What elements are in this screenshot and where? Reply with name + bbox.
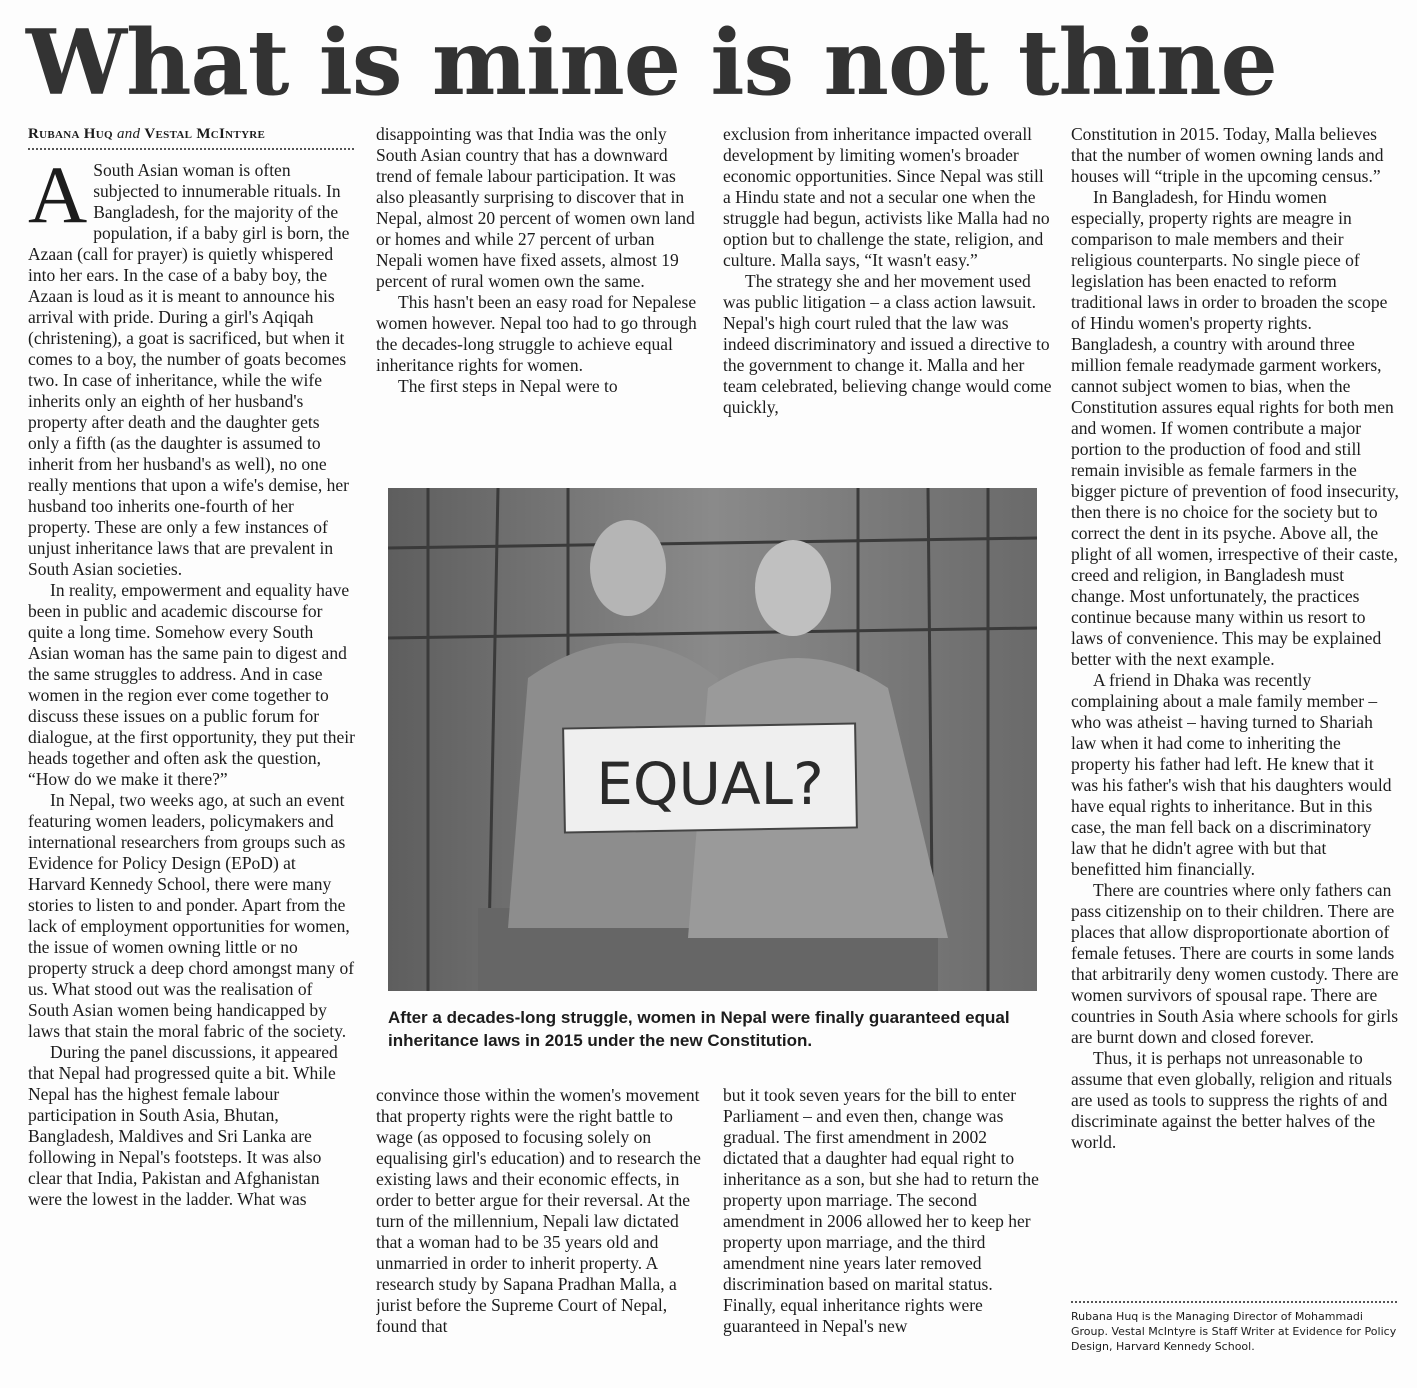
article-column-3-top — [723, 124, 1053, 464]
article-photo — [388, 488, 1037, 991]
paragraph: Constitution in 2015. Today, Malla believes that the number of women owning lands and houses will “triple in the upcoming census.” — [1071, 124, 1384, 186]
paragraph: but it took seven years for the bill to enter Parliament – and even then, change was gradual. The first amendment in 2002 dictated that a daughter had equal right to inheritance as a son, but she had to return the property upon marriage. The second amendment in 2006 allowed her to keep her property upon marriage, and the third amendment nine years later removed discrimination based on marital status. Finally, equal inheritance rights were guaranteed in Nepal's new — [723, 1085, 1039, 1336]
photo-illustration — [388, 488, 1037, 991]
paragraph: The first steps in Nepal were to — [398, 376, 618, 396]
paragraph: A friend in Dhaka was recently complaining about a male family member – who was atheist – having turned to Shariah law when it had come to inheriting the property his father had left. He knew that it was his father's wish that his daughters would have equal rights to inheritance. But in this case, the man fell back on a discriminatory law that he didn't agree with but that benefitted him financially. — [1071, 670, 1392, 879]
paragraph: In reality, empowerment and equality have been in public and academic discourse for quite a long time. Somehow every South Asian woman has the same pain to digest and the same struggles to address. And in case women in the region ever come together to discuss these issues on a public forum for dialogue, at the first opportunity, they put their heads together and often ask the question, “How do we make it there?” — [28, 580, 355, 789]
woman-right-face — [755, 540, 831, 636]
headline: What is mine is not thine — [26, 10, 1277, 116]
paragraph: disappointing was that India was the only South Asian country that has a downward trend of female labour participation. It was also pleasantly surprising to discover that in Nepal, almost 20 percent of women own land or homes and while 27 percent of urban Nepali women have fixed assets, almost 19 percent of rural women own the same. — [376, 124, 695, 291]
article-column-1 — [28, 160, 355, 1360]
article-column-4 — [1071, 124, 1399, 1292]
article-column-2-top — [376, 124, 701, 464]
paragraph: The strategy she and her movement used was public litigation – a class action lawsuit. Nepal's high court ruled that the law was indeed discriminatory and issued a directive to the government to change it. Malla and her team celebrated, believing change would come quickly, — [723, 271, 1052, 417]
author-2: Vestal McIntyre — [144, 126, 266, 142]
drop-cap: A — [28, 160, 88, 240]
paragraph-text: South Asian woman is often subjected to innumerable rituals. In Bangladesh, for the majority of the population, if a baby girl is born, the Azaan (call for prayer) is quietly whispered into her ears. In the case of a baby boy, the Azaan is loud as it is meant to announce his arrival with pride. During a girl's Aqiqah (christening), a goat is sacrificed, but when it comes to a boy, the number of goats becomes two. In case of inheritance, while the wife inherits only an eighth of her husband's property after death and the daughter gets only a fifth (as the daughter is assumed to inherit from her husband's as well), no one really mentions that upon a wife's demise, her husband too inherits one-fourth of her property. These are only a few instances of unjust inheritance laws that are prevalent in South Asian societies. — [28, 160, 350, 579]
paragraph: There are countries where only fathers can pass citizenship on to their children. There are places that allow disproportionate abortion of female fetuses. There are courts in some lands that arbitrarily deny women custody. There are women survivors of spousal rape. There are countries in South Asia where schools for girls are burnt down and closed forever. — [1071, 880, 1399, 1047]
photo-caption: After a decades-long struggle, women in Nepal were finally guaranteed equal inheritance laws in 2015 under the new Constitution. — [388, 1008, 1010, 1050]
paragraph: Thus, it is perhaps not unreasonable to assume that even globally, religion and rituals are used as tools to suppress the rights of and discriminate against the better halves of the world. — [1071, 1048, 1393, 1152]
byline — [28, 126, 354, 150]
article-column-2-bottom — [376, 1085, 703, 1365]
paragraph: This hasn't been an easy road for Nepalese women however. Nepal too had to go through the decades-long struggle to achieve equal inheritance rights for women. — [376, 292, 697, 375]
paragraph: In Nepal, two weeks ago, at such an event featuring women leaders, policymakers and international researchers from groups such as Evidence for Policy Design (EPoD) at Harvard Kennedy School, there were many stories to listen to and ponder. Apart from the lack of employment opportunities for women, the issue of women owning little or no property struck a deep chord amongst many of us. What stood out was the realisation of South Asian women being handicapped by laws that stain the moral fabric of the society. — [28, 790, 355, 1041]
article-column-3-bottom — [723, 1085, 1041, 1365]
paragraph — [28, 160, 355, 580]
sign-text: EQUAL? — [596, 750, 824, 818]
paragraph: During the panel discussions, it appeared that Nepal had progressed quite a bit. While Nepal has the highest female labour participation in South Asia, Bhutan, Bangladesh, Maldives and Sri Lanka are following in Nepal's footsteps. It was also clear that India, Pakistan and Afghanistan were the lowest in the ladder. What was — [28, 1042, 338, 1209]
woman-left-face — [590, 520, 666, 616]
byline-conjunction: and — [116, 126, 141, 142]
paragraph: convince those within the women's movement that property rights were the right battle to wage (as opposed to focusing solely on equalising girl's education) and to research the existing laws and their economic effects, in order to better argue for their reversal. At the turn of the millennium, Nepali law dictated that a woman had to be 35 years old and unmarried in order to inherit property. A research study by Sapana Pradhan Malla, a jurist before the Supreme Court of Nepal, found that — [376, 1085, 701, 1336]
paragraph: In Bangladesh, for Hindu women especially, property rights are meagre in comparison to male members and their religious counterparts. No single piece of legislation has been enacted to reform traditional laws in order to broaden the scope of Hindu women's property rights. Bangladesh, a country with around three million female readymade garment workers, cannot subject women to bias, when the Constitution assures equal rights for both men and women. If women contribute a major portion to the production of food and still remain invisible as female farmers in the bigger picture of prevention of food insecurity, then there is no choice for the society but to correct the dent in its psyche. Above all, the plight of all women, irrespective of their caste, creed and religion, in Bangladesh must change. Most unfortunately, the practices continue because many within us resort to laws of convenience. This may be explained better with the next example. — [1071, 187, 1399, 669]
paragraph: exclusion from inheritance impacted overall development by limiting women's broader economic opportunities. Since Nepal was still a Hindu state and not a secular one when the struggle had begun, activists like Malla had no option but to challenge the state, religion, and culture. Malla says, “It wasn't easy.” — [723, 124, 1050, 270]
author-1: Rubana Huq — [28, 126, 113, 142]
author-bio: Rubana Huq is the Managing Director of Mohammadi Group. Vestal McIntyre is Staff Writer at Evidence for Policy Design, Harvard Kennedy School. — [1071, 1301, 1397, 1354]
